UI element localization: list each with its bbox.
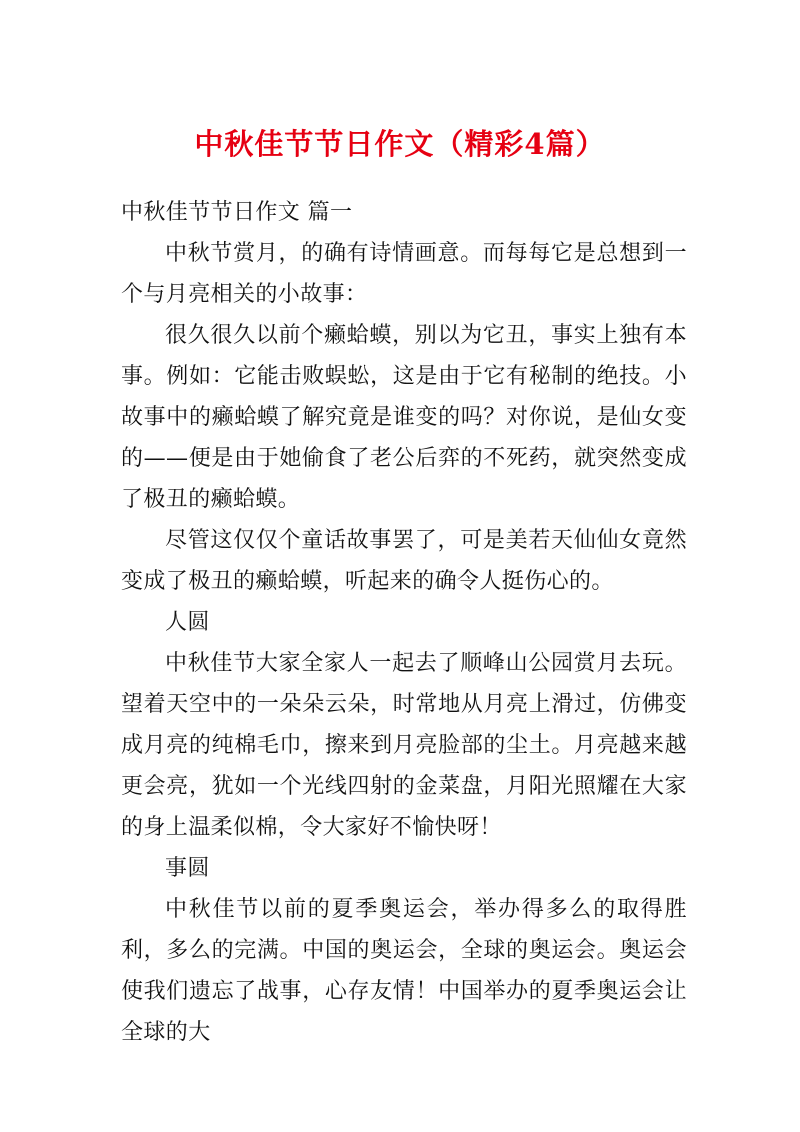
- subheading: 人圆: [165, 610, 210, 635]
- body-paragraph: 中秋佳节大家全家人一起去了顺峰山公园赏月去玩。望着天空中的一朵朵云朵，时常地从月亮上滑过，仿佛变成月亮的纯棉毛巾，擦来到月亮脸部的尘土。月亮越来越更会亮，犹如一个光线四射的金菜盘，月阳光照耀在大家的身上温柔似棉，令大家好不愉快呀！: [121, 651, 687, 840]
- body-paragraph: 中秋佳节以前的夏季奥运会，举办得多么的取得胜利，多么的完满。中国的奥运会，全球的奥运会。奥运会使我们遗忘了战事，心存友情！中国举办的夏季奥运会让全球的大: [121, 897, 687, 1045]
- subheading: 事圆: [165, 856, 210, 881]
- body-paragraph: 很久很久以前个癞蛤蟆，别以为它丑，事实上独有本事。例如：它能击败蜈蚣，这是由于它有秘制的绝技。小故事中的癞蛤蟆了解究竟是谁变的吗？对你说，是仙女变的——便是由于她偷食了老公后弈的不死药，就突然变成了极丑的癞蛤蟆。: [121, 323, 687, 512]
- body-paragraph: 尽管这仅仅个童话故事罢了，可是美若天仙仙女竟然变成了极丑的癞蛤蟆，听起来的确令人挺伤心的。: [121, 528, 687, 594]
- body-paragraph: 中秋节赏月，的确有诗情画意。而每每它是总想到一个与月亮相关的小故事：: [121, 241, 687, 307]
- section-heading: 中秋佳节节日作文 篇一: [121, 200, 353, 225]
- document-body: [121, 192, 687, 1053]
- document-title: 中秋佳节节日作文（精彩4篇）: [194, 127, 606, 161]
